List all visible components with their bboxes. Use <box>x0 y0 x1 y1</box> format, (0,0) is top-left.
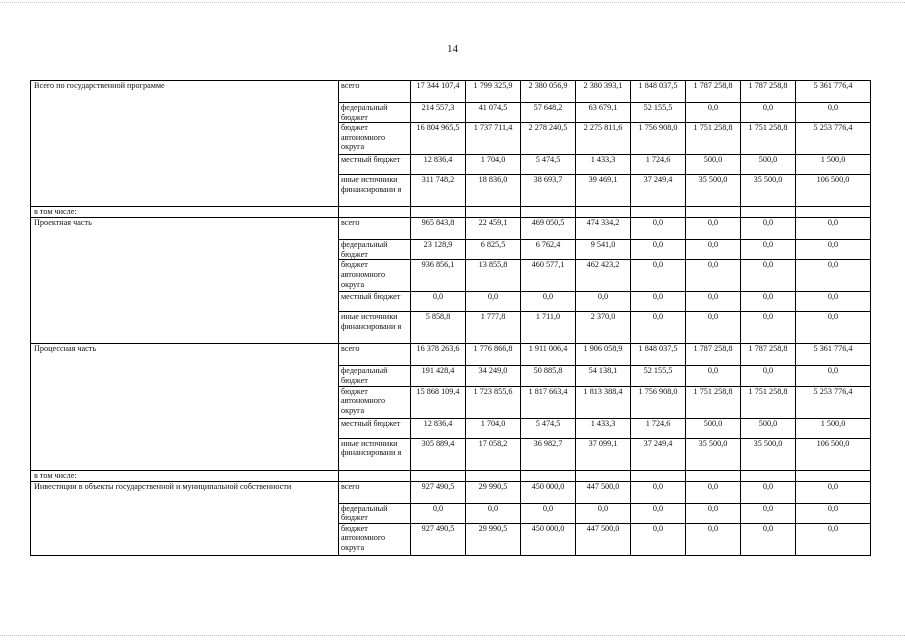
value-cell: 0,0 <box>686 103 741 123</box>
value-cell: 17 058,2 <box>466 438 521 470</box>
group-title: Процессная часть <box>31 344 339 470</box>
funding-source: всего <box>339 344 411 366</box>
value-cell: 0,0 <box>631 503 686 523</box>
empty-cell <box>686 207 741 218</box>
value-cell: 1 433,3 <box>576 418 631 438</box>
value-cell: 0,0 <box>411 292 466 312</box>
value-cell: 0,0 <box>741 292 796 312</box>
empty-cell <box>576 207 631 218</box>
funding-source: федеральный бюджет <box>339 503 411 523</box>
value-cell: 5 253 776,4 <box>796 386 871 418</box>
empty-cell <box>411 470 466 481</box>
value-cell: 0,0 <box>631 218 686 240</box>
value-cell: 0,0 <box>796 481 871 503</box>
value-cell: 34 249,0 <box>466 366 521 386</box>
section-label: в том числе: <box>31 470 339 481</box>
value-cell: 0,0 <box>741 260 796 292</box>
empty-cell <box>466 207 521 218</box>
section-row <box>31 470 871 481</box>
table-row <box>31 344 871 366</box>
value-cell: 1 433,3 <box>576 155 631 175</box>
value-cell: 0,0 <box>631 481 686 503</box>
funding-table <box>30 80 871 556</box>
value-cell: 29 990,5 <box>466 481 521 503</box>
value-cell: 1 787 258,8 <box>741 344 796 366</box>
value-cell: 500,0 <box>741 418 796 438</box>
value-cell: 311 748,2 <box>411 175 466 207</box>
funding-source: местный бюджет <box>339 155 411 175</box>
value-cell: 0,0 <box>796 503 871 523</box>
value-cell: 29 990,5 <box>466 523 521 555</box>
value-cell: 1 751 258,8 <box>741 123 796 155</box>
value-cell: 5 253 776,4 <box>796 123 871 155</box>
value-cell: 37 249,4 <box>631 175 686 207</box>
value-cell: 0,0 <box>631 292 686 312</box>
value-cell: 0,0 <box>741 366 796 386</box>
funding-source: всего <box>339 218 411 240</box>
funding-source: бюджет автономного округа <box>339 260 411 292</box>
value-cell: 1 848 037,5 <box>631 344 686 366</box>
value-cell: 1 848 037,5 <box>631 81 686 103</box>
value-cell: 1 787 258,8 <box>686 81 741 103</box>
funding-source: бюджет автономного округа <box>339 386 411 418</box>
value-cell: 57 648,2 <box>521 103 576 123</box>
value-cell: 52 155,5 <box>631 366 686 386</box>
value-cell: 0,0 <box>741 218 796 240</box>
value-cell: 0,0 <box>686 292 741 312</box>
funding-source: иные источники финансировани я <box>339 175 411 207</box>
value-cell: 450 000,0 <box>521 481 576 503</box>
value-cell: 106 500,0 <box>796 175 871 207</box>
value-cell: 1 751 258,8 <box>686 123 741 155</box>
value-cell: 447 500,0 <box>576 523 631 555</box>
value-cell: 0,0 <box>631 523 686 555</box>
value-cell: 37 249,4 <box>631 438 686 470</box>
group-title: Инвестиции в объекты государственной и муниципальной собственности <box>31 481 339 555</box>
value-cell: 450 000,0 <box>521 523 576 555</box>
value-cell: 2 275 811,6 <box>576 123 631 155</box>
table-row <box>31 218 871 240</box>
value-cell: 447 500,0 <box>576 481 631 503</box>
value-cell: 1 500,0 <box>796 155 871 175</box>
group-title: Всего по государственной программе <box>31 81 339 207</box>
value-cell: 12 836,4 <box>411 418 466 438</box>
value-cell: 5 474,5 <box>521 418 576 438</box>
value-cell: 2 278 240,5 <box>521 123 576 155</box>
value-cell: 1 704,0 <box>466 155 521 175</box>
value-cell: 1 799 325,9 <box>466 81 521 103</box>
value-cell: 0,0 <box>686 366 741 386</box>
value-cell: 0,0 <box>631 240 686 260</box>
value-cell: 1 756 908,0 <box>631 123 686 155</box>
value-cell: 0,0 <box>741 481 796 503</box>
value-cell: 500,0 <box>686 155 741 175</box>
funding-source: федеральный бюджет <box>339 366 411 386</box>
value-cell: 18 836,0 <box>466 175 521 207</box>
value-cell: 52 155,5 <box>631 103 686 123</box>
value-cell: 106 500,0 <box>796 438 871 470</box>
value-cell: 54 138,1 <box>576 366 631 386</box>
value-cell: 1 704,0 <box>466 418 521 438</box>
value-cell: 1 787 258,8 <box>741 81 796 103</box>
value-cell: 50 885,8 <box>521 366 576 386</box>
value-cell: 0,0 <box>796 292 871 312</box>
funding-source: федеральный бюджет <box>339 240 411 260</box>
value-cell: 0,0 <box>576 292 631 312</box>
value-cell: 936 856,1 <box>411 260 466 292</box>
value-cell: 0,0 <box>686 240 741 260</box>
value-cell: 965 843,8 <box>411 218 466 240</box>
value-cell: 305 889,4 <box>411 438 466 470</box>
value-cell: 9 541,0 <box>576 240 631 260</box>
value-cell: 1 813 388,4 <box>576 386 631 418</box>
funding-source: бюджет автономного округа <box>339 523 411 555</box>
value-cell: 0,0 <box>741 523 796 555</box>
value-cell: 36 982,7 <box>521 438 576 470</box>
empty-cell <box>339 207 411 218</box>
value-cell: 63 679,1 <box>576 103 631 123</box>
value-cell: 13 855,8 <box>466 260 521 292</box>
empty-cell <box>686 470 741 481</box>
empty-cell <box>339 470 411 481</box>
table-row <box>31 81 871 103</box>
value-cell: 0,0 <box>686 481 741 503</box>
value-cell: 1 737 711,4 <box>466 123 521 155</box>
funding-source: иные источники финансировани я <box>339 312 411 344</box>
value-cell: 5 361 776,4 <box>796 81 871 103</box>
value-cell: 1 500,0 <box>796 418 871 438</box>
value-cell: 16 378 263,6 <box>411 344 466 366</box>
value-cell: 1 723 855,6 <box>466 386 521 418</box>
value-cell: 1 724,6 <box>631 418 686 438</box>
value-cell: 15 868 109,4 <box>411 386 466 418</box>
empty-cell <box>741 470 796 481</box>
value-cell: 469 050,5 <box>521 218 576 240</box>
value-cell: 0,0 <box>631 260 686 292</box>
value-cell: 2 380 393,1 <box>576 81 631 103</box>
value-cell: 462 423,2 <box>576 260 631 292</box>
value-cell: 0,0 <box>686 260 741 292</box>
section-label: в том числе: <box>31 207 339 218</box>
empty-cell <box>466 470 521 481</box>
value-cell: 41 074,5 <box>466 103 521 123</box>
value-cell: 38 693,7 <box>521 175 576 207</box>
value-cell: 1 777,8 <box>466 312 521 344</box>
value-cell: 5 858,8 <box>411 312 466 344</box>
scan-edge-top <box>0 2 905 3</box>
value-cell: 0,0 <box>796 366 871 386</box>
value-cell: 39 469,1 <box>576 175 631 207</box>
value-cell: 0,0 <box>466 292 521 312</box>
funding-table-container <box>30 80 871 556</box>
value-cell: 0,0 <box>796 240 871 260</box>
value-cell: 500,0 <box>741 155 796 175</box>
empty-cell <box>796 207 871 218</box>
value-cell: 6 825,5 <box>466 240 521 260</box>
value-cell: 17 344 107,4 <box>411 81 466 103</box>
value-cell: 927 490,5 <box>411 523 466 555</box>
value-cell: 16 804 965,5 <box>411 123 466 155</box>
value-cell: 1 751 258,8 <box>686 386 741 418</box>
value-cell: 1 776 866,8 <box>466 344 521 366</box>
value-cell: 1 817 663,4 <box>521 386 576 418</box>
value-cell: 5 361 776,4 <box>796 344 871 366</box>
value-cell: 0,0 <box>741 503 796 523</box>
funding-source: местный бюджет <box>339 292 411 312</box>
value-cell: 0,0 <box>631 312 686 344</box>
table-row <box>31 481 871 503</box>
value-cell: 0,0 <box>796 312 871 344</box>
value-cell: 927 490,5 <box>411 481 466 503</box>
value-cell: 0,0 <box>411 503 466 523</box>
section-row <box>31 207 871 218</box>
funding-source: всего <box>339 481 411 503</box>
value-cell: 6 762,4 <box>521 240 576 260</box>
value-cell: 0,0 <box>741 312 796 344</box>
value-cell: 5 474,5 <box>521 155 576 175</box>
value-cell: 474 334,2 <box>576 218 631 240</box>
value-cell: 1 711,0 <box>521 312 576 344</box>
value-cell: 1 751 258,8 <box>741 386 796 418</box>
empty-cell <box>631 470 686 481</box>
funding-source: иные источники финансировани я <box>339 438 411 470</box>
value-cell: 0,0 <box>796 103 871 123</box>
funding-source: местный бюджет <box>339 418 411 438</box>
value-cell: 35 500,0 <box>686 175 741 207</box>
empty-cell <box>521 470 576 481</box>
value-cell: 1 906 058,9 <box>576 344 631 366</box>
value-cell: 0,0 <box>521 503 576 523</box>
value-cell: 23 128,9 <box>411 240 466 260</box>
value-cell: 22 459,1 <box>466 218 521 240</box>
funding-source: бюджет автономного округа <box>339 123 411 155</box>
value-cell: 0,0 <box>686 523 741 555</box>
value-cell: 35 500,0 <box>686 438 741 470</box>
value-cell: 1 724,6 <box>631 155 686 175</box>
value-cell: 35 500,0 <box>741 175 796 207</box>
value-cell: 0,0 <box>686 503 741 523</box>
empty-cell <box>576 470 631 481</box>
value-cell: 0,0 <box>686 312 741 344</box>
empty-cell <box>521 207 576 218</box>
value-cell: 1 911 006,4 <box>521 344 576 366</box>
value-cell: 0,0 <box>741 103 796 123</box>
value-cell: 214 557,3 <box>411 103 466 123</box>
value-cell: 0,0 <box>741 240 796 260</box>
funding-table-body <box>31 81 871 556</box>
value-cell: 2 370,0 <box>576 312 631 344</box>
funding-source: федеральный бюджет <box>339 103 411 123</box>
value-cell: 0,0 <box>521 292 576 312</box>
value-cell: 0,0 <box>796 523 871 555</box>
value-cell: 1 756 908,0 <box>631 386 686 418</box>
value-cell: 460 577,1 <box>521 260 576 292</box>
funding-source: всего <box>339 81 411 103</box>
empty-cell <box>411 207 466 218</box>
value-cell: 0,0 <box>686 218 741 240</box>
value-cell: 500,0 <box>686 418 741 438</box>
value-cell: 35 500,0 <box>741 438 796 470</box>
value-cell: 37 099,1 <box>576 438 631 470</box>
value-cell: 0,0 <box>796 260 871 292</box>
empty-cell <box>741 207 796 218</box>
group-title: Проектная часть <box>31 218 339 344</box>
value-cell: 191 428,4 <box>411 366 466 386</box>
value-cell: 0,0 <box>576 503 631 523</box>
value-cell: 1 787 258,8 <box>686 344 741 366</box>
value-cell: 0,0 <box>466 503 521 523</box>
page-number: 14 <box>447 43 458 55</box>
value-cell: 12 836,4 <box>411 155 466 175</box>
empty-cell <box>631 207 686 218</box>
scan-edge-bottom <box>0 635 905 636</box>
value-cell: 0,0 <box>796 218 871 240</box>
value-cell: 2 380 056,9 <box>521 81 576 103</box>
empty-cell <box>796 470 871 481</box>
